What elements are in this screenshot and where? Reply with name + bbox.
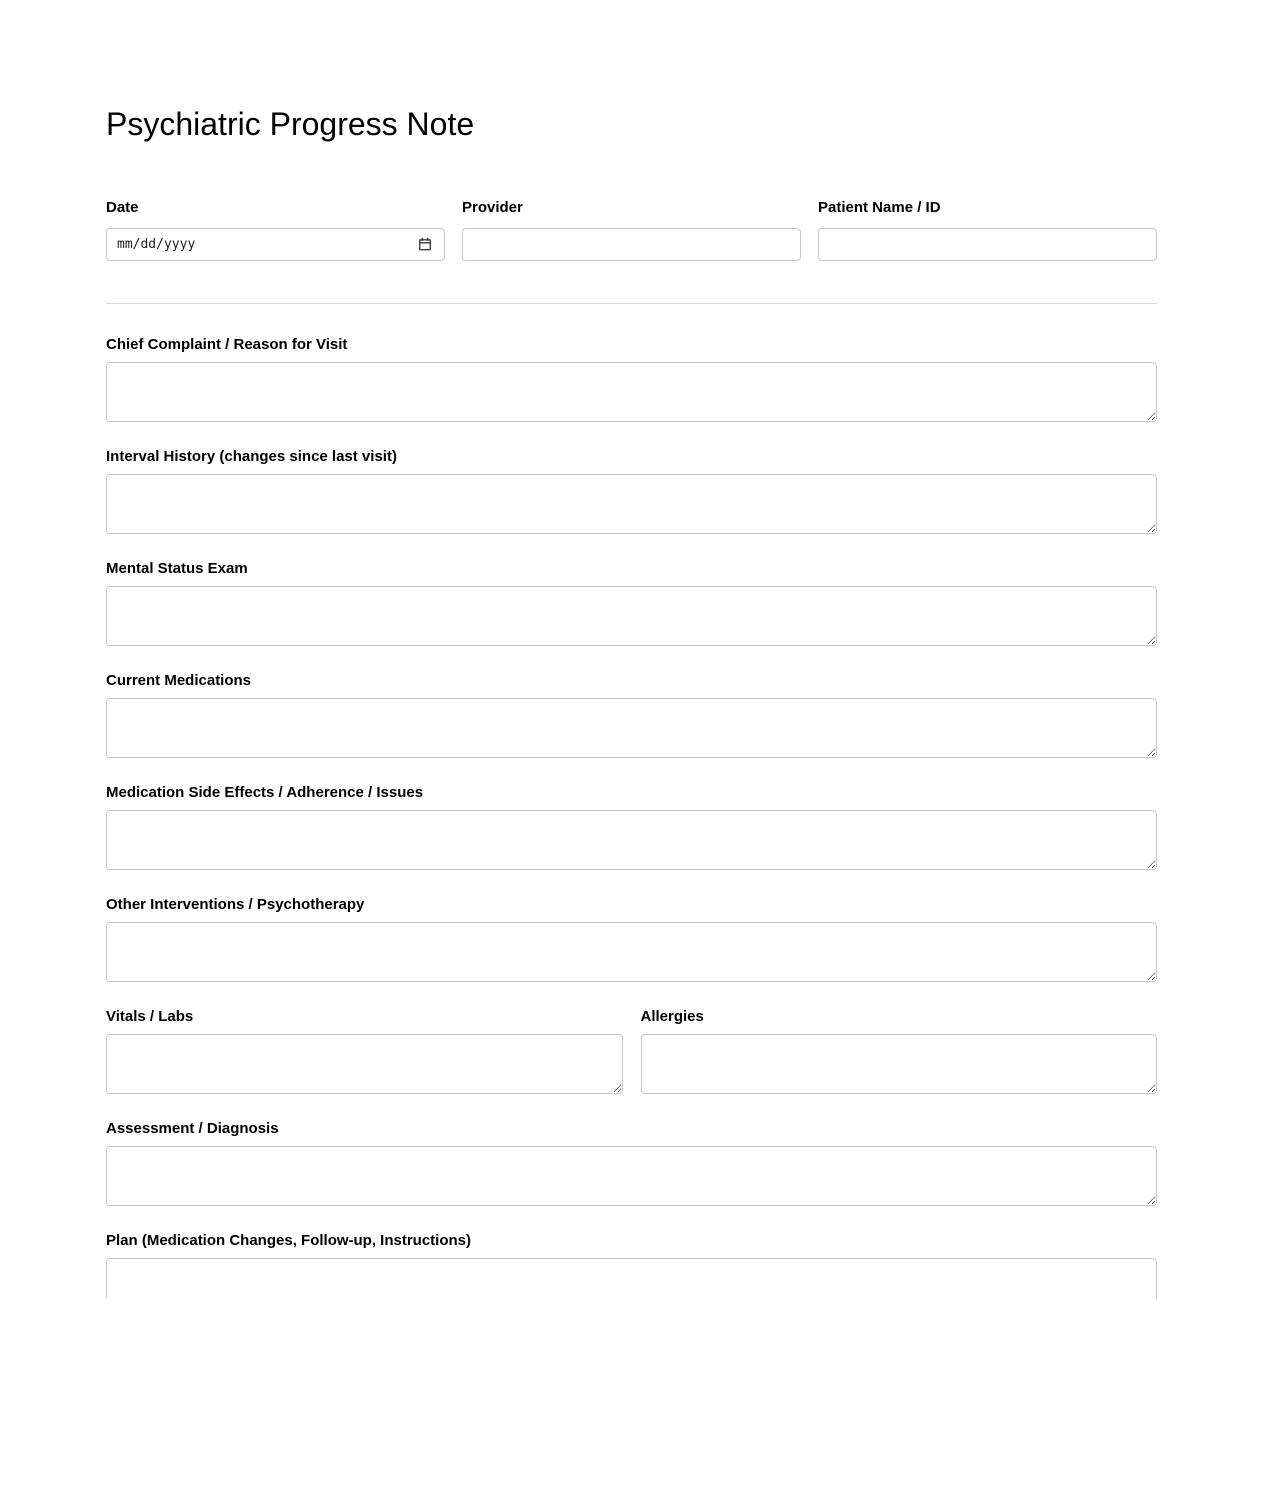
patient-field-group (818, 199, 1157, 261)
interval-history-textarea[interactable] (106, 474, 1157, 534)
assessment-textarea[interactable] (106, 1146, 1157, 1206)
chief-complaint-label: Chief Complaint / Reason for Visit (106, 336, 348, 353)
assessment-section (106, 1120, 1157, 1206)
patient-name-label: Patient Name / ID (818, 199, 941, 216)
patient-name-input[interactable] (818, 228, 1157, 261)
calendar-icon[interactable] (418, 237, 432, 251)
top-fields-row (106, 199, 1157, 261)
date-input-wrap (106, 228, 445, 261)
allergies-field-group (641, 1008, 1158, 1094)
form-page (106, 0, 1157, 1298)
date-input[interactable] (106, 228, 445, 261)
chief-complaint-section (106, 336, 1157, 422)
date-field-group (106, 199, 445, 261)
provider-label: Provider (462, 199, 523, 216)
current-medications-textarea[interactable] (106, 698, 1157, 758)
interval-history-label: Interval History (changes since last visit) (106, 448, 397, 465)
other-interventions-textarea[interactable] (106, 922, 1157, 982)
mental-status-exam-textarea[interactable] (106, 586, 1157, 646)
allergies-textarea[interactable] (641, 1034, 1158, 1094)
vitals-labs-field-group (106, 1008, 623, 1094)
mental-status-exam-section (106, 560, 1157, 646)
mental-status-exam-label: Mental Status Exam (106, 560, 248, 577)
medication-side-effects-label: Medication Side Effects / Adherence / Issues (106, 784, 424, 801)
divider (106, 303, 1157, 304)
plan-section (106, 1232, 1157, 1298)
vitals-labs-textarea[interactable] (106, 1034, 623, 1094)
plan-textarea[interactable] (106, 1258, 1157, 1298)
allergies-label: Allergies (640, 1008, 704, 1025)
interval-history-section (106, 448, 1157, 534)
page-title: Psychiatric Progress Note (106, 106, 475, 142)
current-medications-section (106, 672, 1157, 758)
date-label: Date (106, 199, 139, 216)
vitals-labs-label: Vitals / Labs (106, 1008, 194, 1025)
assessment-label: Assessment / Diagnosis (106, 1120, 279, 1137)
provider-input[interactable] (462, 228, 801, 261)
current-medications-label: Current Medications (106, 672, 252, 689)
chief-complaint-textarea[interactable] (106, 362, 1157, 422)
provider-field-group (462, 199, 801, 261)
other-interventions-label: Other Interventions / Psychotherapy (106, 896, 365, 913)
plan-textarea-clip (106, 1258, 1157, 1298)
plan-label: Plan (Medication Changes, Follow-up, Instructions) (106, 1232, 472, 1249)
vitals-allergies-row (106, 1008, 1157, 1094)
other-interventions-section (106, 896, 1157, 982)
medication-side-effects-section (106, 784, 1157, 870)
medication-side-effects-textarea[interactable] (106, 810, 1157, 870)
